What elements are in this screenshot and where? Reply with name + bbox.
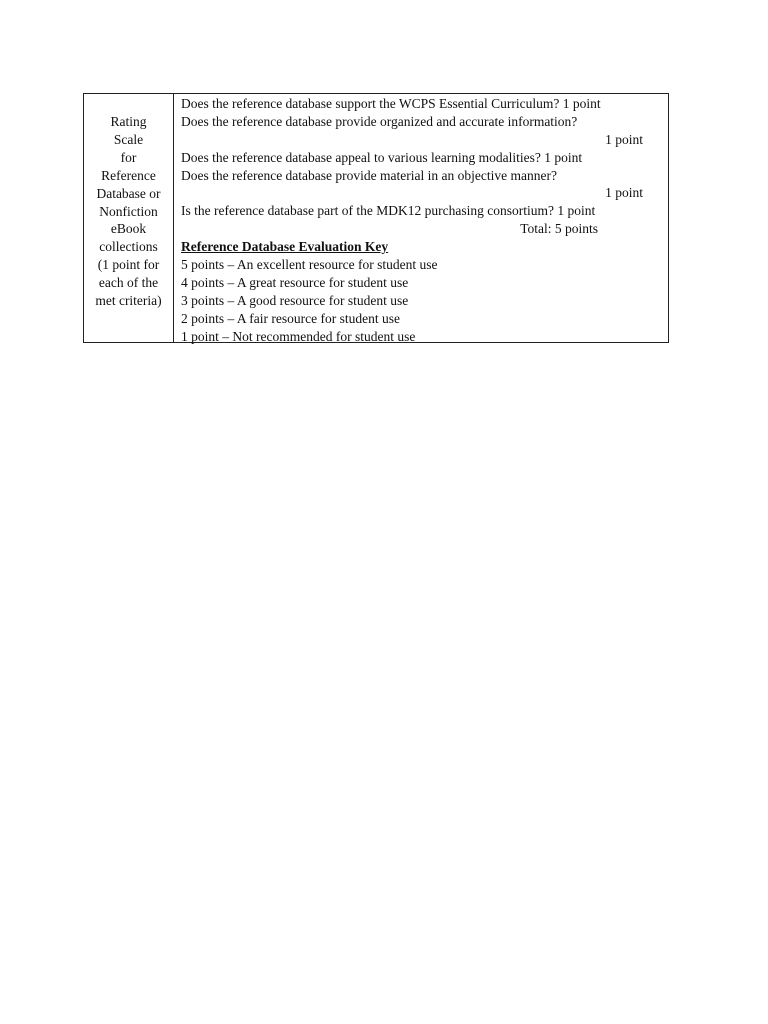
label-line: Scale [113,131,144,147]
label-line: Reference [101,167,156,183]
label-line: met criteria) [95,293,162,309]
key-item: 1 point – Not recommended for student use [181,328,416,344]
criterion-modalities: Does the reference database appeal to various learning modalities? 1 point [181,149,583,165]
criterion-consortium: Is the reference database part of the MDK12 purchasing consortium? 1 point [181,203,596,219]
criteria-cell [174,94,668,342]
criterion-objectivity-points: 1 point [605,185,643,201]
label-line: each of the [98,275,159,291]
key-item: 5 points – An excellent resource for student use [181,257,438,273]
label-line: eBook [110,221,147,237]
rating-scale-table [83,93,669,343]
label-line: collections [99,239,158,255]
label-line: Rating [110,114,147,129]
total-points: Total: 5 points [520,221,598,237]
criterion-curriculum: Does the reference database support the WCPS Essential Curriculum? 1 point [181,96,601,111]
rating-scale-label-cell [84,94,174,342]
criterion-objectivity: Does the reference database provide material in an objective manner? [181,167,557,183]
label-line: Database or [96,185,161,201]
key-item: 4 points – A great resource for student use [181,274,409,290]
criterion-accuracy: Does the reference database provide organized and accurate information? [181,113,578,129]
key-item: 2 points – A fair resource for student use [181,310,400,326]
evaluation-key-heading: Reference Database Evaluation Key [181,239,389,255]
key-item: 3 points – A good resource for student use [181,292,409,308]
label-line: for [120,149,137,165]
label-line: Nonfiction [99,203,158,219]
label-line: (1 point for [97,257,160,273]
criterion-accuracy-points: 1 point [605,131,643,147]
